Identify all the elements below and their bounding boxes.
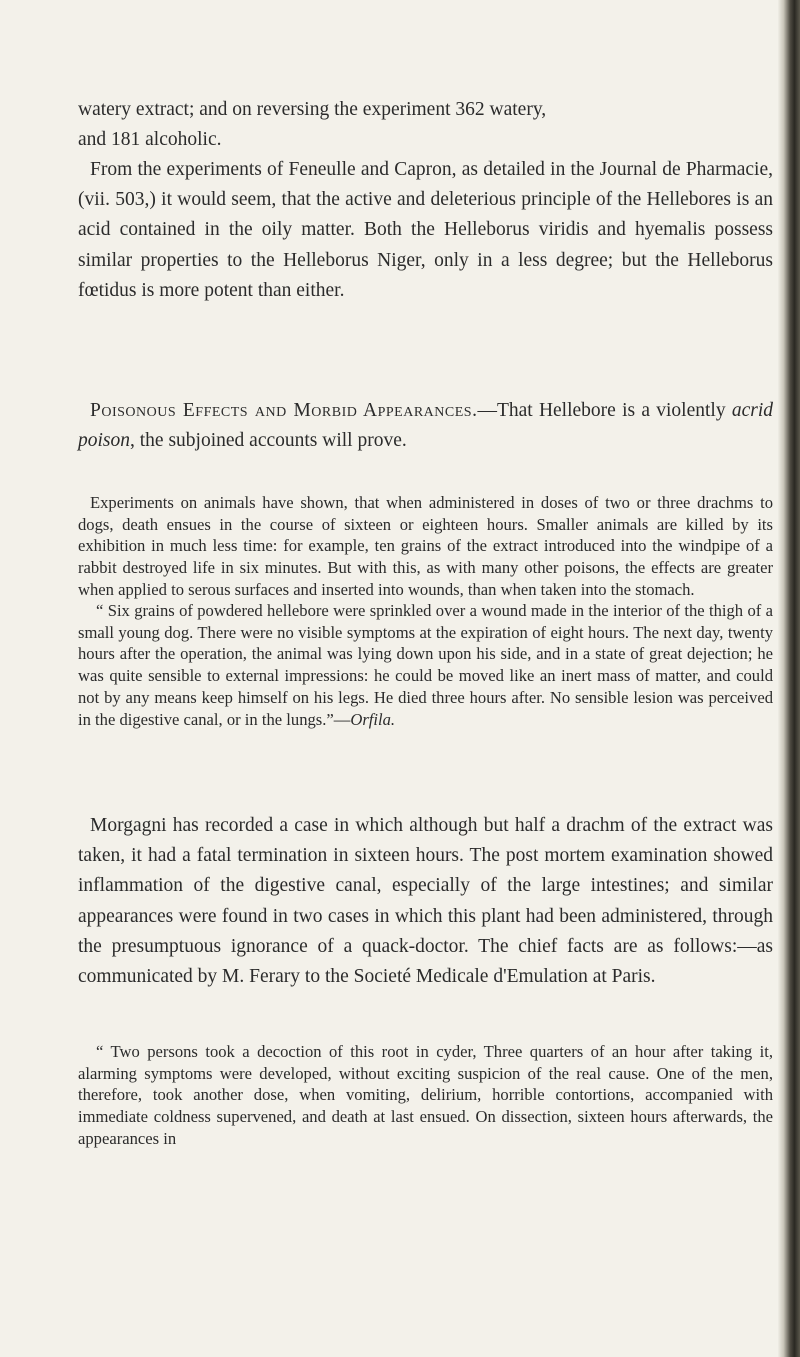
quote-decoction <box>78 1041 773 1150</box>
paragraph-continuation <box>78 95 773 155</box>
paragraph-poisonous-effects <box>78 396 773 456</box>
text-line: and 181 alcoholic. <box>78 129 222 151</box>
quote-text: Experiments on animals have shown, that when administered in doses of two or three drachms to dogs, death ensues in the course of sixteen or eighteen hours. Smaller animals are killed by its exhibition in much less time: for example, ten grains of the extract introduced into the windpipe of a rabbit destroyed life in six minutes. But with this, as with many other poisons, the effects are greater when applied to serous surfaces and inserted into wounds, than when taken into the stomach. <box>78 493 773 599</box>
quote-citation: Orfila. <box>350 709 396 729</box>
paragraph-feneulle-capron <box>78 155 773 306</box>
page-edge-shadow <box>778 0 800 1357</box>
paragraph-text: Morgagni has recorded a case in which although but half a drachm of the extract was taken, it had a fatal termination in sixteen hours. The post mortem examination showed inflammation of the digestive canal, especially of the large intestines; and similar appearances were found in two cases in which this plant had been administered, through the presumptuous ignorance of a quack-doctor. The chief facts are as follows:—as communicated by M. Ferary to the Societé Medicale d'Emulation at Paris. <box>78 815 773 988</box>
quote-orfila <box>78 600 773 730</box>
quote-experiments <box>78 492 773 601</box>
emphasis-text: acrid poison <box>78 400 773 452</box>
paragraph-text <box>78 396 773 456</box>
section-heading: Poisonous Effects and Morbid Appearances. <box>90 400 478 421</box>
paragraph-text: From the experiments of Feneulle and Capron, as detailed in the Journal de Pharmacie, (vii. 503,) it would seem, that the active and deleterious principle of the Hellebores is an acid contained in the oily matter. Both the Helleborus viridis and hyemalis possess similar properties to the Helleborus Niger, only in a less degree; but the Helleborus fœtidus is more potent than either. <box>78 159 773 301</box>
quote-body: “ Six grains of powdered hellebore were sprinkled over a wound made in the interior of the thigh of a small young dog. There were no visible symptoms at the expiration of eight hours. The next day, twenty hours after the operation, the animal was lying down upon his side, and in a state of great dejection; he was quite sensible to external impressions: he could be moved like an inert mass of matter, and could not by any means keep himself on his legs. He died three hours after. No sensible lesion was perceived in the digestive canal, or in the lungs.”— <box>78 601 773 729</box>
paragraph-morgagni <box>78 811 773 992</box>
text-line: watery extract; and on reversing the experiment 362 watery, <box>78 99 547 120</box>
quote-text <box>78 600 773 730</box>
quote-text: “ Two persons took a decoction of this root in cyder, Three quarters of an hour after taking it, alarming symptoms were developed, without exciting suspicion of the real cause. One of the men, therefore, took another dose, when vomiting, delirium, horrible contortions, accompanied with immediate coldness supervened, and death at last ensued. On dissection, sixteen hours afterwards, the appearances in <box>78 1042 773 1148</box>
paragraph-text-part: , the subjoined accounts will prove. <box>130 430 407 452</box>
paragraph-text-part: —That Hellebore is a violently <box>477 400 732 421</box>
